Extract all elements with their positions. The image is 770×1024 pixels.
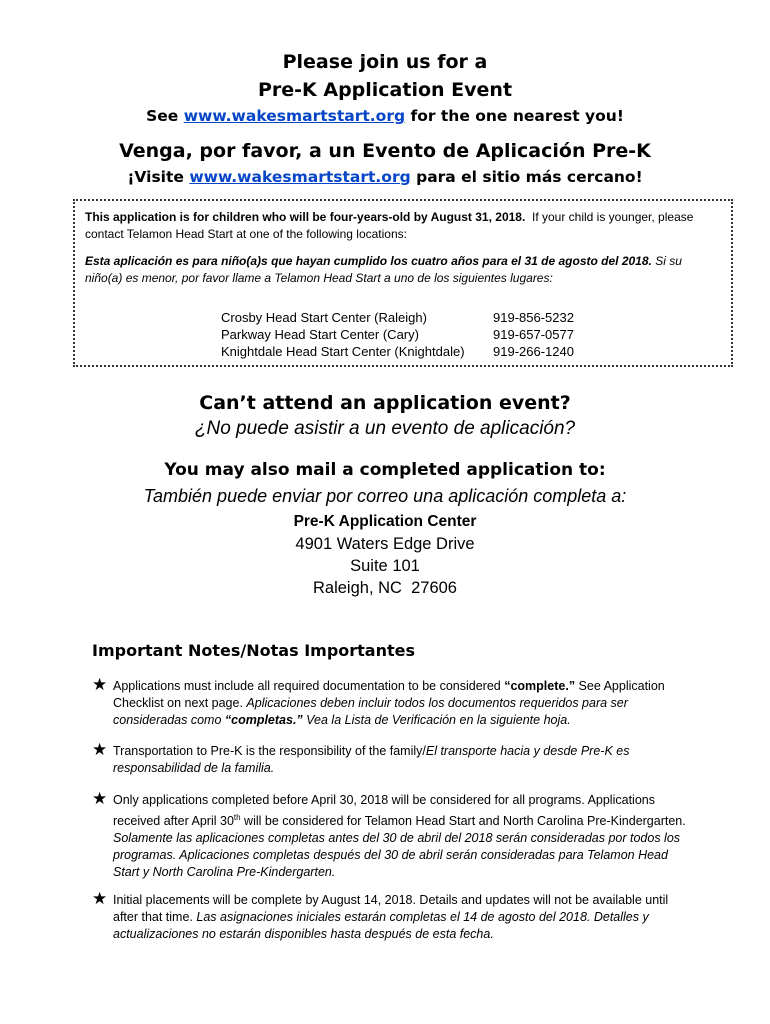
note-text: [113, 743, 692, 777]
cant-attend-heading-es: ¿No puede asistir a un evento de aplicación?: [194, 418, 576, 439]
note-item: [92, 740, 692, 777]
star-icon: ★: [92, 789, 108, 808]
address-line-3: Raleigh, NC 27606: [312, 579, 457, 597]
note-emphasis: “complete.”: [504, 679, 576, 693]
star-icon: ★: [92, 740, 108, 759]
note-text-en: Applications must include all required documentation to be considered: [113, 679, 505, 693]
note-item: [92, 675, 692, 729]
mail-heading-es: También puede enviar por correo una aplicación completa a:: [143, 486, 627, 506]
website-link[interactable]: www.wakesmartstart.org: [183, 107, 406, 125]
note-text-en: Initial placements will be complete by August 14, 2018. Details and updates will not be available until after that time.: [113, 893, 669, 924]
eligibility-box: [73, 199, 733, 367]
mail-section: [0, 457, 770, 599]
note-text-en: Transportation to Pre-K is the responsibility of the family/: [113, 744, 426, 758]
note-text: [113, 678, 692, 729]
location-name: Knightdale Head Start Center (Knightdale): [221, 344, 465, 359]
website-link-es[interactable]: www.wakesmartstart.org: [189, 168, 411, 186]
location-phone: 919-266-1240: [493, 344, 574, 359]
location-row: [221, 343, 574, 360]
visite-website-line: [0, 165, 770, 189]
eligibility-bold-es: Esta aplicación es para niño(a)s que hayan cumplido los cuatro años para el 31 de agosto del 2018.: [85, 254, 652, 268]
star-icon: ★: [92, 675, 108, 694]
eligibility-bold-en: This application is for children who will be four-years-old by August 31, 2018.: [85, 210, 526, 224]
visite-prefix: ¡Visite: [127, 168, 184, 186]
location-name: Crosby Head Start Center (Raleigh): [221, 310, 427, 325]
title-line-2: Pre-K Application Event: [257, 79, 513, 101]
see-prefix: See: [146, 107, 179, 125]
eligibility-rest-es: Si su niño(a) es menor, por favor llame a Telamon Head Start a uno de los siguientes lugares:: [85, 254, 682, 285]
notes-heading: Important Notes/Notas Importantes: [92, 641, 416, 660]
locations-table: [221, 309, 574, 360]
note-text: [113, 792, 692, 881]
location-row: [221, 326, 574, 343]
note-text: [113, 892, 692, 943]
mail-heading: You may also mail a completed application to:: [164, 460, 606, 480]
address-line-2: Suite 101: [350, 557, 420, 575]
spanish-title: Venga, por favor, a un Evento de Aplicación Pre-K: [119, 140, 651, 162]
note-text-es: Aplicaciones deben incluir todos los documentos requeridos para ser consideradas como: [113, 696, 628, 727]
visite-suffix: para el sitio más cercano!: [416, 168, 643, 186]
see-suffix: for the one nearest you!: [410, 107, 624, 125]
note-item: [92, 889, 692, 943]
eligibility-rest-en: If your child is younger, please contact Telamon Head Start at one of the following locations:: [85, 210, 694, 241]
address-line-1: 4901 Waters Edge Drive: [295, 535, 475, 553]
note-text-es: Las asignaciones iniciales estarán completas el 14 de agosto del 2018. Detalles y actualizaciones no estarán disponibles hasta después de esta fecha.: [113, 910, 649, 941]
location-row: [221, 309, 574, 326]
spanish-header: [0, 137, 770, 189]
eligibility-text-en: [85, 209, 721, 243]
note-text-en-2: will be considered for Telamon Head Start and North Carolina Pre-Kindergarten.: [240, 814, 686, 829]
title-line-1: Please join us for a: [282, 51, 488, 73]
note-text-en-2: See Application Checklist on next page.: [113, 679, 665, 710]
star-icon: ★: [92, 889, 108, 908]
note-text-es: El transporte hacia y desde Pre-K es responsabilidad de la familia.: [113, 744, 630, 775]
cant-attend-heading: Can’t attend an application event?: [199, 392, 571, 414]
note-text-es: Solamente las aplicaciones completas antes del 30 de abril del 2018 serán consideradas por todos los programas. Aplicaciones completas después del 30 de abril serán consideradas para Telamon Head Start y North Carolina Pre-Kindergarten.: [113, 831, 681, 880]
note-text-en: Only applications completed before April 30, 2018 will be considered for all programs. Applications received after April 30: [113, 793, 655, 829]
location-phone: 919-856-5232: [493, 310, 574, 325]
eligibility-text-es: [85, 253, 721, 287]
ordinal-suffix: th: [233, 813, 241, 822]
header: [0, 48, 770, 128]
note-text-es-2: Vea la Lista de Verificación en la siguiente hoja.: [302, 713, 571, 727]
location-phone: 919-657-0577: [493, 327, 574, 342]
see-website-line: [0, 104, 770, 128]
location-name: Parkway Head Start Center (Cary): [221, 327, 419, 342]
address-name: Pre-K Application Center: [293, 513, 477, 530]
cant-attend-section: [0, 390, 770, 442]
note-emphasis-es: “completas.”: [224, 713, 303, 727]
note-item: [92, 789, 692, 881]
